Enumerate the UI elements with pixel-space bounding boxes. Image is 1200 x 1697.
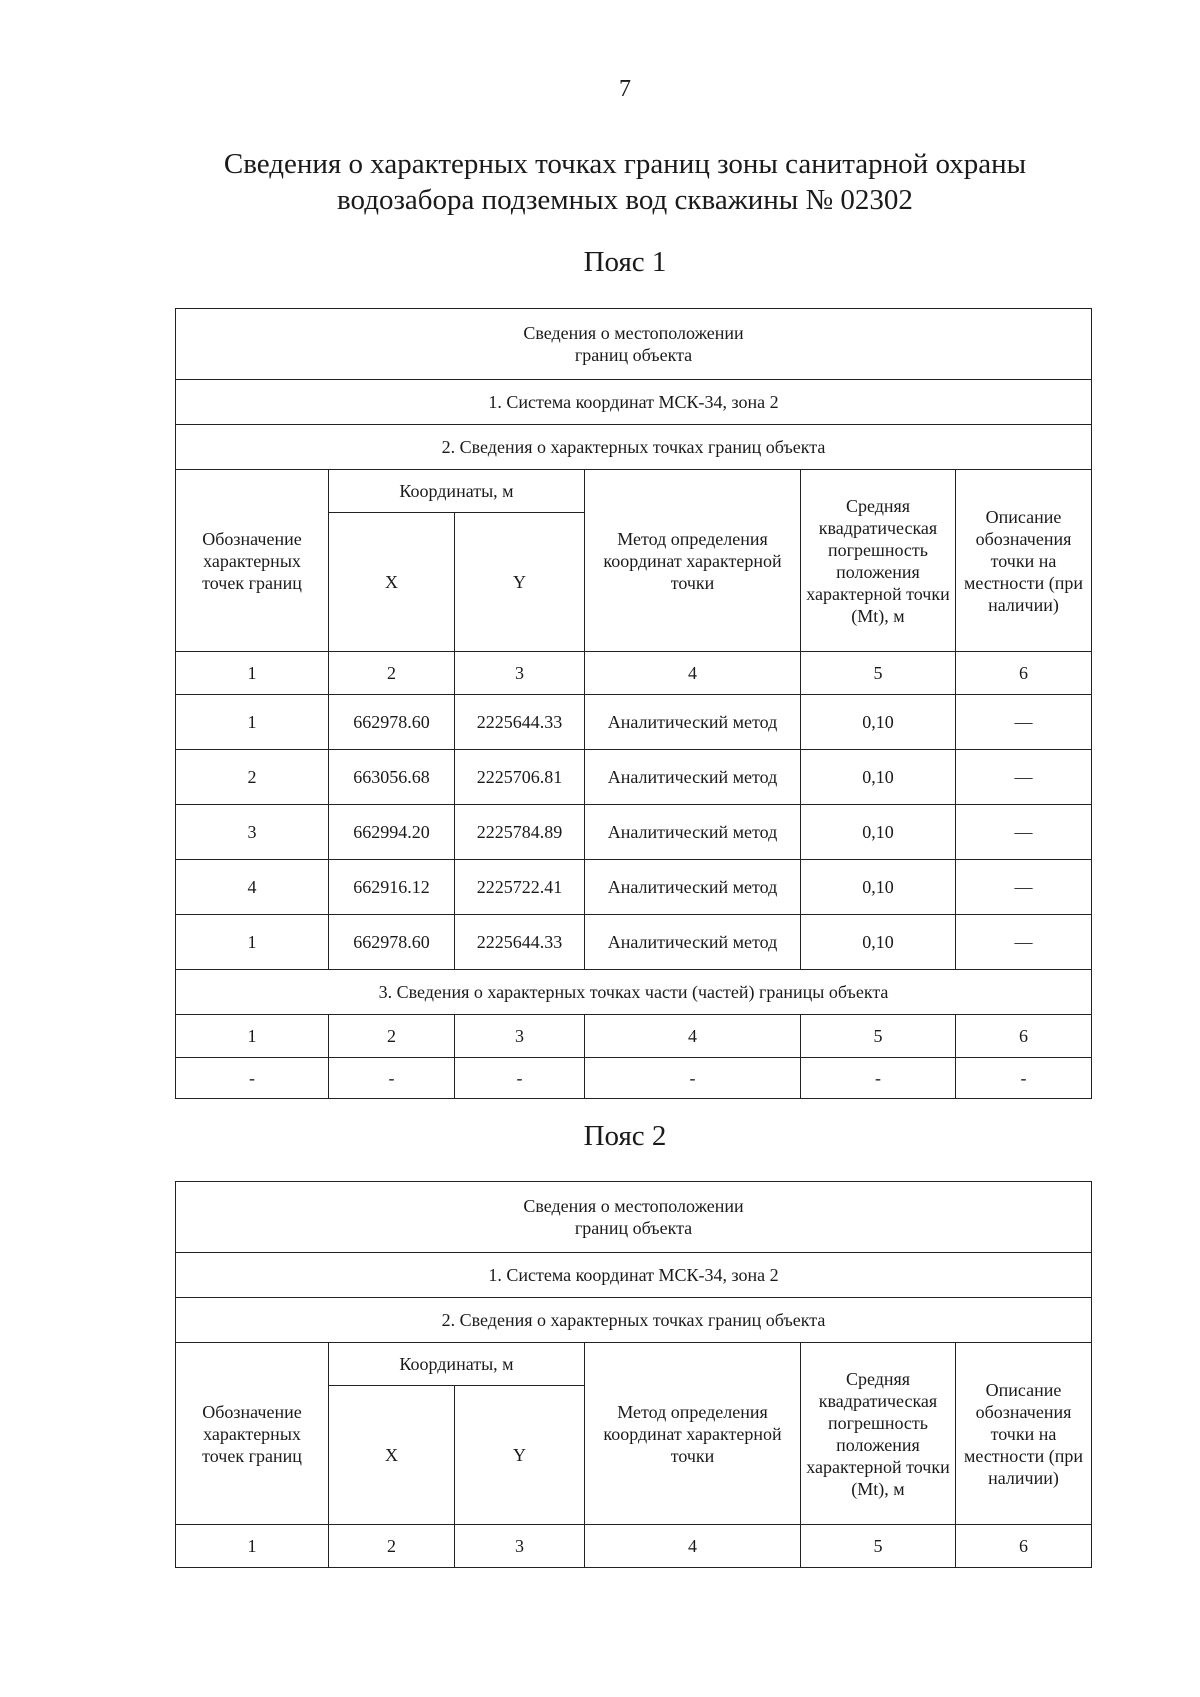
- mt-value: 0,10: [801, 915, 956, 970]
- method-header: Метод определения координат характерной точки: [585, 1343, 801, 1525]
- x-value: 662916.12: [329, 860, 455, 915]
- title-line-2: водозабора подземных вод скважины № 02302: [337, 184, 913, 216]
- empty-value: -: [956, 1058, 1092, 1099]
- y-value: 2225644.33: [455, 695, 585, 750]
- col-number: 4: [585, 1525, 801, 1568]
- x-value: 663056.68: [329, 750, 455, 805]
- description-value: —: [956, 860, 1092, 915]
- y-value: 2225644.33: [455, 915, 585, 970]
- point-designation-header: Обозначение характерных точек границ: [176, 470, 329, 652]
- mt-value: 0,10: [801, 750, 956, 805]
- method-value: Аналитический метод: [585, 750, 801, 805]
- col-number: 5: [801, 652, 956, 695]
- mt-value: 0,10: [801, 805, 956, 860]
- col-number: 1: [176, 652, 329, 695]
- point-id: 1: [176, 695, 329, 750]
- method-value: Аналитический метод: [585, 695, 801, 750]
- belt-2-coordinates-table: [175, 1181, 1092, 1568]
- description-value: —: [956, 750, 1092, 805]
- location-info-header: Сведения о местоположении границ объекта: [176, 1182, 1092, 1253]
- section-2-header: 2. Сведения о характерных точках границ объекта: [176, 1298, 1092, 1343]
- point-id: 2: [176, 750, 329, 805]
- empty-value: -: [329, 1058, 455, 1099]
- point-id: 3: [176, 805, 329, 860]
- col-number: 2: [329, 1525, 455, 1568]
- description-value: —: [956, 915, 1092, 970]
- coordinates-header: Координаты, м: [329, 1343, 585, 1386]
- empty-value: -: [176, 1058, 329, 1099]
- point-id: 1: [176, 915, 329, 970]
- table-row: [176, 915, 1092, 970]
- x-value: 662978.60: [329, 695, 455, 750]
- method-header: Метод определения координат характерной точки: [585, 470, 801, 652]
- col-number: 5: [801, 1525, 956, 1568]
- col-number: 6: [956, 652, 1092, 695]
- mt-value: 0,10: [801, 860, 956, 915]
- title-line-1: Сведения о характерных точках границ зоны санитарной охраны: [223, 148, 1027, 180]
- col-number: 3: [455, 1525, 585, 1568]
- y-header: Y: [455, 1386, 585, 1525]
- col-number: 6: [956, 1015, 1092, 1058]
- col-number: 4: [585, 1015, 801, 1058]
- point-id: 4: [176, 860, 329, 915]
- accuracy-header: Средняя квадратическая погрешность положения характерной точки (Mt), м: [801, 470, 956, 652]
- col-number: 1: [176, 1015, 329, 1058]
- mt-value: 0,10: [801, 695, 956, 750]
- col-number: 6: [956, 1525, 1092, 1568]
- col-number: 3: [455, 652, 585, 695]
- empty-value: -: [801, 1058, 956, 1099]
- y-value: 2225722.41: [455, 860, 585, 915]
- belt-2-heading: Пояс 2: [583, 1120, 667, 1152]
- description-value: —: [956, 805, 1092, 860]
- description-value: —: [956, 695, 1092, 750]
- col-number: 2: [329, 652, 455, 695]
- accuracy-header: Средняя квадратическая погрешность положения характерной точки (Mt), м: [801, 1343, 956, 1525]
- table-row: [176, 860, 1092, 915]
- table-row: [176, 805, 1092, 860]
- location-info-header: Сведения о местоположении границ объекта: [176, 309, 1092, 380]
- coordinate-system-header: 1. Система координат МСК-34, зона 2: [176, 1253, 1092, 1298]
- document-title: [0, 146, 1200, 218]
- coordinate-system-header: 1. Система координат МСК-34, зона 2: [176, 380, 1092, 425]
- y-value: 2225784.89: [455, 805, 585, 860]
- belt-1-heading: Пояс 1: [583, 246, 667, 278]
- col-number: 5: [801, 1015, 956, 1058]
- section-2-header: 2. Сведения о характерных точках границ объекта: [176, 425, 1092, 470]
- page-number: 7: [619, 76, 631, 102]
- col-number: 2: [329, 1015, 455, 1058]
- belt-1-coordinates-table: [175, 308, 1092, 1099]
- y-header: Y: [455, 513, 585, 652]
- method-value: Аналитический метод: [585, 805, 801, 860]
- empty-value: -: [585, 1058, 801, 1099]
- section-3-header: 3. Сведения о характерных точках части (частей) границы объекта: [176, 970, 1092, 1015]
- point-designation-header: Обозначение характерных точек границ: [176, 1343, 329, 1525]
- method-value: Аналитический метод: [585, 860, 801, 915]
- col-number: 1: [176, 1525, 329, 1568]
- description-header: Описание обозначения точки на местности (при наличии): [956, 470, 1092, 652]
- x-header: X: [329, 1386, 455, 1525]
- method-value: Аналитический метод: [585, 915, 801, 970]
- empty-value: -: [455, 1058, 585, 1099]
- x-value: 662994.20: [329, 805, 455, 860]
- table-row: [176, 695, 1092, 750]
- y-value: 2225706.81: [455, 750, 585, 805]
- col-number: 4: [585, 652, 801, 695]
- x-header: X: [329, 513, 455, 652]
- col-number: 3: [455, 1015, 585, 1058]
- description-header: Описание обозначения точки на местности (при наличии): [956, 1343, 1092, 1525]
- coordinates-header: Координаты, м: [329, 470, 585, 513]
- table-row: [176, 750, 1092, 805]
- x-value: 662978.60: [329, 915, 455, 970]
